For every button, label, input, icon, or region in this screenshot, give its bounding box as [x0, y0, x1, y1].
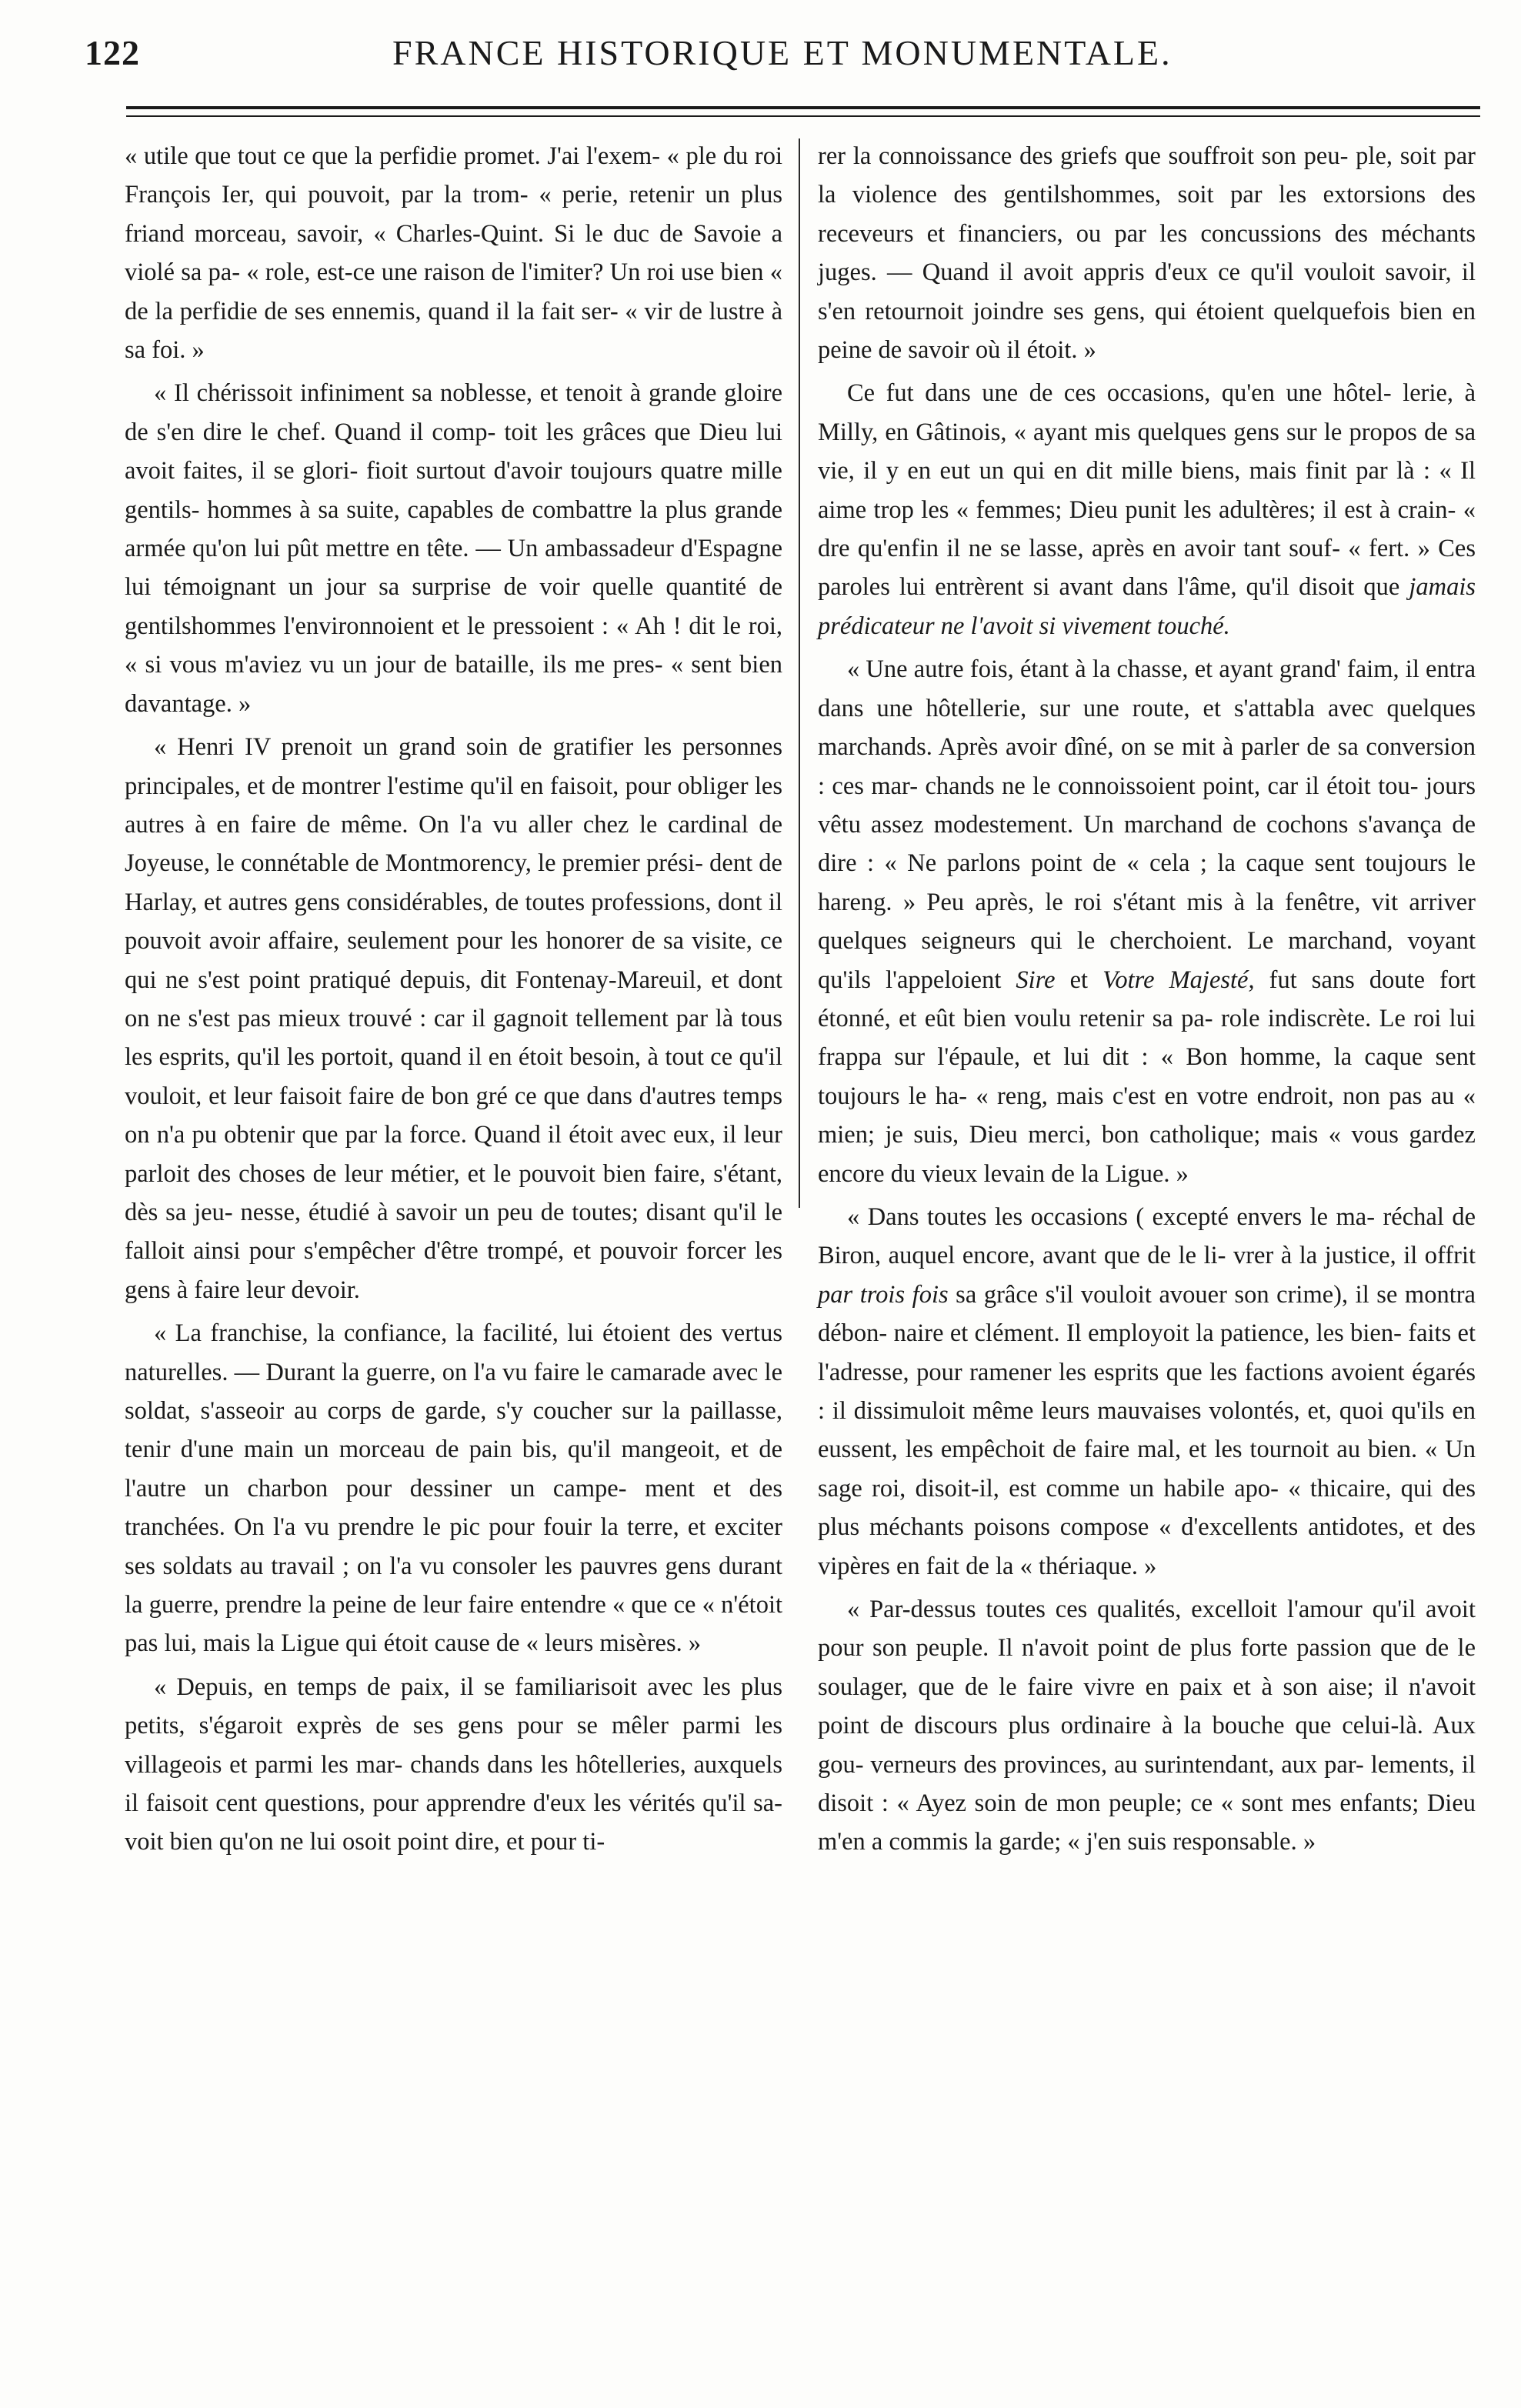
paragraph — [818, 1198, 1476, 1586]
paragraph — [818, 374, 1476, 645]
italic-run: jamais prédicateur ne l'avoit si vivement touché. — [818, 573, 1476, 640]
right-column — [818, 137, 1476, 1866]
paragraph: « Henri IV prenoit un grand soin de gratifier les personnes principales, et de montrer l'estime qu'il en faisoit, pour obliger les autres à en faire de même. On l'a vu aller chez le cardinal de Joyeuse, le connétable de Montmorency, le premier prési- dent de Harlay, et autres gens considérables, de toutes professions, dont il pouvoit avoir affaire, seulement pour les honorer de sa visite, ce qui ne s'est point pratiqué depuis, dit Fontenay-Mareuil, et dont on ne s'est pas mieux trouvé : car il gagnoit tellement par là tous les esprits, qu'il les portoit, quand il en étoit besoin, à tout ce qu'il vouloit, et leur faisoit faire de bon gré ce que dans d'autres temps on n'a pu obtenir que par la force. Quand il étoit avec eux, il leur parloit des choses de leur métier, et le pouvoit bien faire, s'étant, dès sa jeu- nesse, étudié à savoir un peu de toutes; disant qu'il le falloit ainsi pour s'empêcher d'être trompé, et pouvoir forcer les gens à faire leur devoir. — [125, 733, 782, 1304]
italic-run: Votre Majesté, — [1102, 966, 1255, 994]
page-header — [85, 28, 1485, 89]
header-rule — [126, 106, 1480, 117]
column-divider — [799, 138, 800, 1208]
text-run: et — [1055, 966, 1103, 994]
paragraph: « Depuis, en temps de paix, il se familiarisoit avec les plus petits, s'égaroit exprès de ses gens pour se mêler parmi les villageois et parmi les mar- chands dans les hôtelleries, auxquels il faisoit cent questions, pour apprendre d'eux les vérités qu'il sa- voit bien qu'on ne lui osoit point dire, et pour ti- — [125, 1673, 782, 1856]
text-run: « Une autre fois, étant à la chasse, et ayant grand' faim, il entra dans une hôtellerie, sur une route, et s'attabla avec quelques marchands. Après avoir dîné, on se mit à parler de sa conversion : ces mar- chands ne le connoissoient point, car il étoit tou- jours vêtu assez modestement. Un marchand de cochons s'avança de dire : « Ne parlons point de « cela ; la caque sent toujours le hareng. » Peu après, le roi s'étant mis à la fenêtre, vit arriver quelques seigneurs qui le cherchoient. Le marchand, voyant qu'ils l'appeloient — [818, 655, 1476, 994]
paragraph: « Il chérissoit infiniment sa noblesse, et tenoit à grande gloire de s'en dire le chef. Quand il comp- toit les grâces que Dieu lui avoit faites, il se glori- fioit surtout d'avoir toujours quatre mille gentils- hommes à sa suite, capables de combattre la plus grande armée qu'on lui pût mettre en tête. — Un ambassadeur d'Espagne lui témoignant un jour sa surprise de voir quelle quantité de gentilshommes l'environnoient et le pressoient : « Ah ! dit le roi, « si vous m'aviez vu un jour de bataille, ils me pres- « sent bien davantage. » — [125, 379, 782, 718]
text-run: sa grâce s'il vouloit avouer son crime), il se montra débon- naire et clément. Il employoit la patience, les bien- faits et l'adresse, pour ramener les esprits que les factions avoient égarés : il dissimuloit même leurs mauvaises volontés, et, quoi qu'ils en eussent, les empêchoit de faire mal, et les tournoit au bien. « Un sage roi, disoit-il, est comme un habile apo- « thicaire, qui des plus méchants poisons compose « d'excellents antidotes, et des vipères en fait de la « thériaque. » — [818, 1280, 1476, 1580]
paragraph: « utile que tout ce que la perfidie promet. J'ai l'exem- « ple du roi François Ier, qui pouvoit, par la trom- « perie, retenir un plus friand morceau, savoir, « Charles-Quint. Si le duc de Savoie a violé sa pa- « role, est-ce une raison de l'imiter? Un roi use bien « de la perfidie de ses ennemis, quand il la fait ser- « vir de lustre à sa foi. » — [125, 142, 782, 365]
paragraph: rer la connoissance des griefs que souffroit son peu- ple, soit par la violence des gentilshommes, soit par les extorsions des receveurs et financiers, ou par les concussions des méchants juges. — Quand il avoit appris d'eux ce qu'il vouloit savoir, il s'en retournoit joindre ses gens, qui étoient quelquefois bien en peine de savoir où il étoit. » — [818, 142, 1476, 365]
text-run: « Dans toutes les occasions ( excepté envers le ma- réchal de Biron, auquel encore, avant que de le li- vrer à la justice, il offrit — [818, 1202, 1476, 1270]
italic-run: Sire — [1016, 966, 1056, 994]
italic-run: par trois fois — [818, 1280, 949, 1309]
paragraph — [818, 650, 1476, 1193]
left-column — [125, 137, 782, 1866]
page-number: 122 — [85, 33, 140, 72]
running-title: FRANCE HISTORIQUE ET MONUMENTALE. — [392, 33, 1172, 72]
paragraph: « La franchise, la confiance, la facilité, lui étoient des vertus naturelles. — Durant la guerre, on l'a vu faire le camarade avec le soldat, s'asseoir au corps de garde, s'y coucher sur la paillasse, tenir d'une main un morceau de pain bis, qu'il mangeoit, et de l'autre un charbon pour dessiner un campe- ment et des tranchées. On l'a vu prendre le pic pour fouir la terre, et exciter ses soldats au travail ; on l'a vu consoler les pauvres gens durant la guerre, prendre la peine de leur faire entendre « que ce « n'étoit pas lui, mais la Ligue qui étoit cause de « leurs misères. » — [125, 1319, 782, 1658]
text-run: fut sans doute fort étonné, et eût bien voulu retenir sa pa- role indiscrète. Le roi lui frappa sur l'épaule, et lui dit : « Bon homme, la caque sent toujours le ha- « reng, mais c'est en votre endroit, non pas au « mien; je suis, Dieu merci, bon catholique; mais « vous gardez encore du vieux levain de la Ligue. » — [818, 966, 1476, 1188]
paragraph: « Par-dessus toutes ces qualités, excelloit l'amour qu'il avoit pour son peuple. Il n'avoit point de plus forte passion que de le soulager, que de le faire vivre en paix et à son aise; il n'avoit point de discours plus ordinaire à la bouche que celui-là. Aux gou- verneurs des provinces, au surintendant, aux par- lements, il disoit : « Ayez soin de mon peuple; ce « sont mes enfants; Dieu m'en a commis la garde; « j'en suis responsable. » — [818, 1596, 1476, 1856]
text-run: Ce fut dans une de ces occasions, qu'en une hôtel- lerie, à Milly, en Gâtinois, « ayant mis quelques gens sur le propos de sa vie, il y en eut un qui en dit mille biens, mais finit par là : « Il aime trop les « femmes; Dieu punit les adultères; il est à crain- « dre qu'enfin il ne se lasse, après en avoir tant souf- « fert. » Ces paroles lui entrèrent si avant dans l'âme, qu'il disoit que — [818, 379, 1476, 602]
